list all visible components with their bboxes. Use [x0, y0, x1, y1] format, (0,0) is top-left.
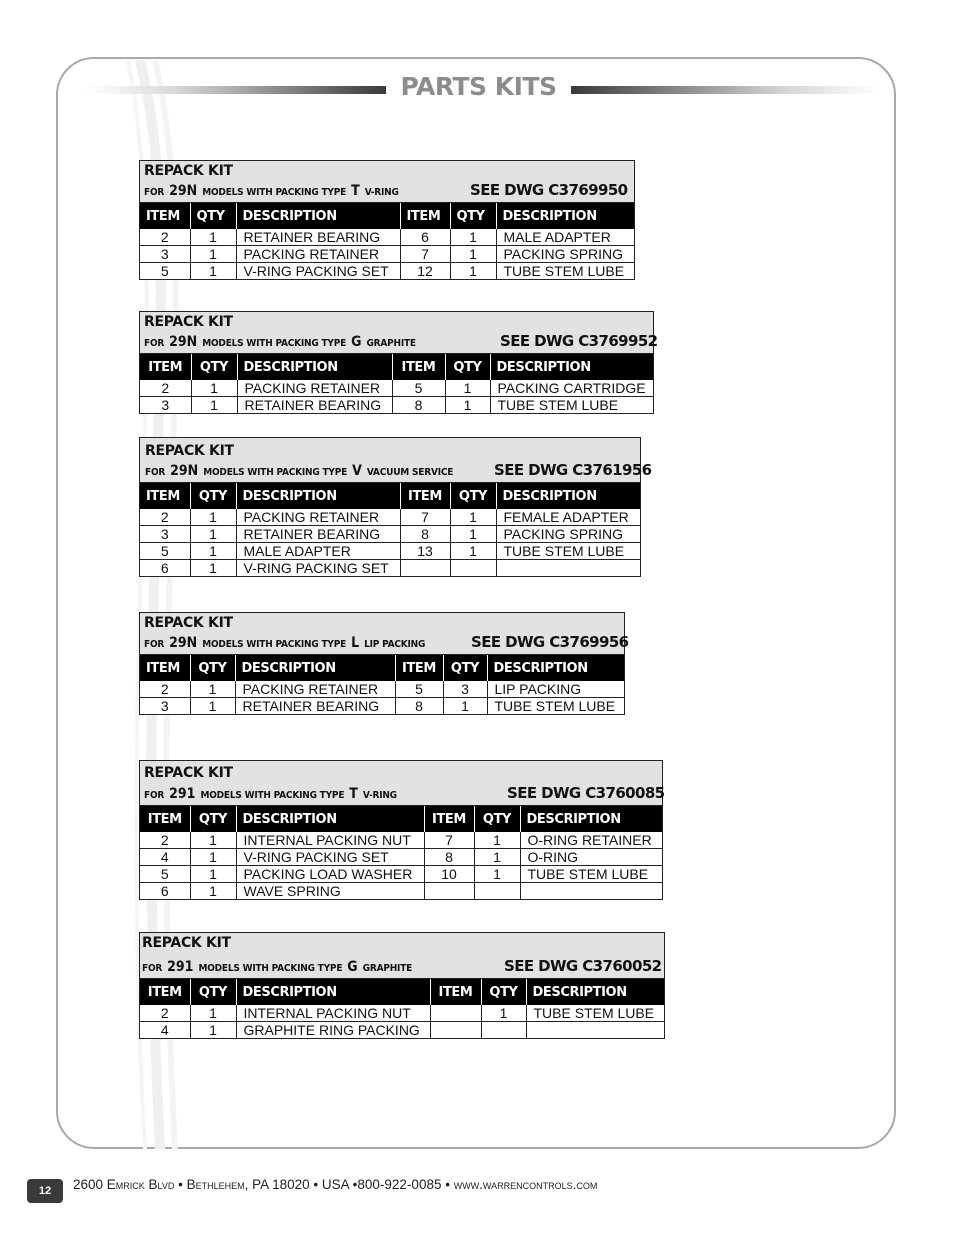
- table-row: 2 1 INTERNAL PACKING NUT 7 1 O-RING RETAINER: [140, 832, 662, 849]
- table-row: 2 1 PACKING RETAINER 5 3 LIP PACKING: [140, 681, 624, 698]
- table-row: 4 1 V-RING PACKING SET 8 1 O-RING: [140, 849, 662, 866]
- kit-parts-table: [140, 655, 624, 714]
- col-item: ITEM: [140, 203, 190, 229]
- kit-table-4: [139, 612, 629, 715]
- kit-header: [140, 613, 629, 655]
- col-item: ITEM: [424, 806, 474, 832]
- table-header-row: [140, 979, 664, 1005]
- table-row: 4 1 GRAPHITE RING PACKING: [140, 1022, 664, 1039]
- title-rule-right: [571, 86, 881, 94]
- col-description: DESCRIPTION: [236, 203, 400, 229]
- kit-header: [140, 438, 652, 483]
- col-qty: QTY: [474, 806, 520, 832]
- col-item: ITEM: [400, 483, 450, 509]
- col-description: DESCRIPTION: [496, 203, 634, 229]
- kit-header: [140, 161, 634, 203]
- col-item: ITEM: [395, 655, 443, 681]
- table-row: 3 1 PACKING RETAINER 7 1 PACKING SPRING: [140, 246, 634, 263]
- kit-subtitle: FOR 29N MODELS WITH PACKING TYPE G GRAPHITE: [144, 334, 416, 350]
- table-row: 5 1 PACKING LOAD WASHER 10 1 TUBE STEM LUBE: [140, 866, 662, 883]
- kit-drawing-ref: SEE DWG C3769950: [470, 181, 628, 199]
- page-number-badge: 12: [27, 1179, 63, 1203]
- col-item: ITEM: [140, 655, 190, 681]
- col-description: DESCRIPTION: [490, 354, 653, 380]
- table-row: 6 1 V-RING PACKING SET: [140, 560, 640, 577]
- col-item: ITEM: [140, 354, 191, 380]
- table-row: 5 1 V-RING PACKING SET 12 1 TUBE STEM LUBE: [140, 263, 634, 280]
- col-description: DESCRIPTION: [235, 655, 395, 681]
- kit-header: [140, 312, 658, 354]
- table-row: 5 1 MALE ADAPTER 13 1 TUBE STEM LUBE: [140, 543, 640, 560]
- kit-title: REPACK KIT: [144, 615, 233, 631]
- col-description: DESCRIPTION: [487, 655, 624, 681]
- kit-title: REPACK KIT: [144, 765, 233, 781]
- col-qty: QTY: [190, 806, 236, 832]
- col-qty: QTY: [481, 979, 526, 1005]
- col-description: DESCRIPTION: [496, 483, 640, 509]
- col-description: DESCRIPTION: [526, 979, 664, 1005]
- page-title: PARTS KITS: [400, 72, 557, 101]
- kit-parts-table: [140, 354, 653, 413]
- col-description: DESCRIPTION: [520, 806, 662, 832]
- kit-parts-table: [140, 203, 634, 279]
- kit-table-3: [139, 437, 652, 577]
- footer-address: 2600 Emrick Blvd • Bethlehem, PA 18020 • USA •800-922-0085 • www.warrencontrols.com: [73, 1177, 598, 1192]
- kit-subtitle: FOR 291 MODELS WITH PACKING TYPE G GRAPHITE: [142, 959, 413, 975]
- col-description: DESCRIPTION: [236, 806, 424, 832]
- table-header-row: [140, 655, 624, 681]
- kit-title: REPACK KIT: [144, 163, 233, 179]
- kit-drawing-ref: SEE DWG C3760052: [504, 957, 662, 975]
- kit-header: [140, 933, 664, 979]
- col-description: DESCRIPTION: [237, 354, 392, 380]
- col-qty: QTY: [450, 483, 496, 509]
- table-row: 3 1 RETAINER BEARING 8 1 TUBE STEM LUBE: [140, 698, 624, 715]
- col-item: ITEM: [392, 354, 445, 380]
- table-row: 2 1 INTERNAL PACKING NUT 1 TUBE STEM LUBE: [140, 1005, 664, 1022]
- table-header-row: [140, 806, 662, 832]
- col-item: ITEM: [430, 979, 481, 1005]
- kit-parts-table: [140, 806, 662, 899]
- col-qty: QTY: [445, 354, 490, 380]
- kit-title: REPACK KIT: [145, 443, 234, 459]
- col-item: ITEM: [140, 483, 190, 509]
- kit-title: REPACK KIT: [144, 314, 233, 330]
- title-rule-left: [86, 86, 386, 94]
- table-row: 2 1 PACKING RETAINER 7 1 FEMALE ADAPTER: [140, 509, 640, 526]
- col-description: DESCRIPTION: [236, 483, 400, 509]
- col-item: ITEM: [140, 806, 190, 832]
- kit-table-6: [139, 932, 665, 1039]
- col-item: ITEM: [140, 979, 190, 1005]
- kit-header: [140, 761, 665, 806]
- col-qty: QTY: [450, 203, 496, 229]
- col-qty: QTY: [443, 655, 487, 681]
- col-qty: QTY: [190, 655, 235, 681]
- kit-table-2: [139, 311, 658, 414]
- col-description: DESCRIPTION: [236, 979, 430, 1005]
- col-qty: QTY: [191, 354, 237, 380]
- table-header-row: [140, 483, 640, 509]
- table-header-row: [140, 354, 653, 380]
- col-qty: QTY: [190, 203, 236, 229]
- col-qty: QTY: [190, 483, 236, 509]
- table-row: 6 1 WAVE SPRING: [140, 883, 662, 900]
- kit-drawing-ref: SEE DWG C3761956: [494, 461, 652, 479]
- kit-table-5: [139, 760, 663, 900]
- kit-parts-table: [140, 483, 640, 576]
- table-row: 2 1 RETAINER BEARING 6 1 MALE ADAPTER: [140, 229, 634, 246]
- table-header-row: [140, 203, 634, 229]
- kit-subtitle: FOR 29N MODELS WITH PACKING TYPE T V-RING: [144, 183, 399, 199]
- kit-subtitle: FOR 29N MODELS WITH PACKING TYPE L LIP PACKING: [144, 635, 426, 651]
- table-row: 2 1 PACKING RETAINER 5 1 PACKING CARTRIDGE: [140, 380, 653, 397]
- kit-table-1: [139, 160, 635, 280]
- kit-subtitle: FOR 29N MODELS WITH PACKING TYPE V VACUUM SERVICE: [145, 463, 454, 479]
- kit-drawing-ref: SEE DWG C3769956: [471, 633, 629, 651]
- table-row: 3 1 RETAINER BEARING 8 1 TUBE STEM LUBE: [140, 397, 653, 414]
- kit-drawing-ref: SEE DWG C3760085: [507, 784, 665, 802]
- col-item: ITEM: [400, 203, 450, 229]
- kit-parts-table: [140, 979, 664, 1038]
- table-row: 3 1 RETAINER BEARING 8 1 PACKING SPRING: [140, 526, 640, 543]
- kit-title: REPACK KIT: [142, 935, 231, 951]
- kit-subtitle: FOR 291 MODELS WITH PACKING TYPE T V-RING: [144, 786, 397, 802]
- kit-drawing-ref: SEE DWG C3769952: [500, 332, 658, 350]
- col-qty: QTY: [190, 979, 236, 1005]
